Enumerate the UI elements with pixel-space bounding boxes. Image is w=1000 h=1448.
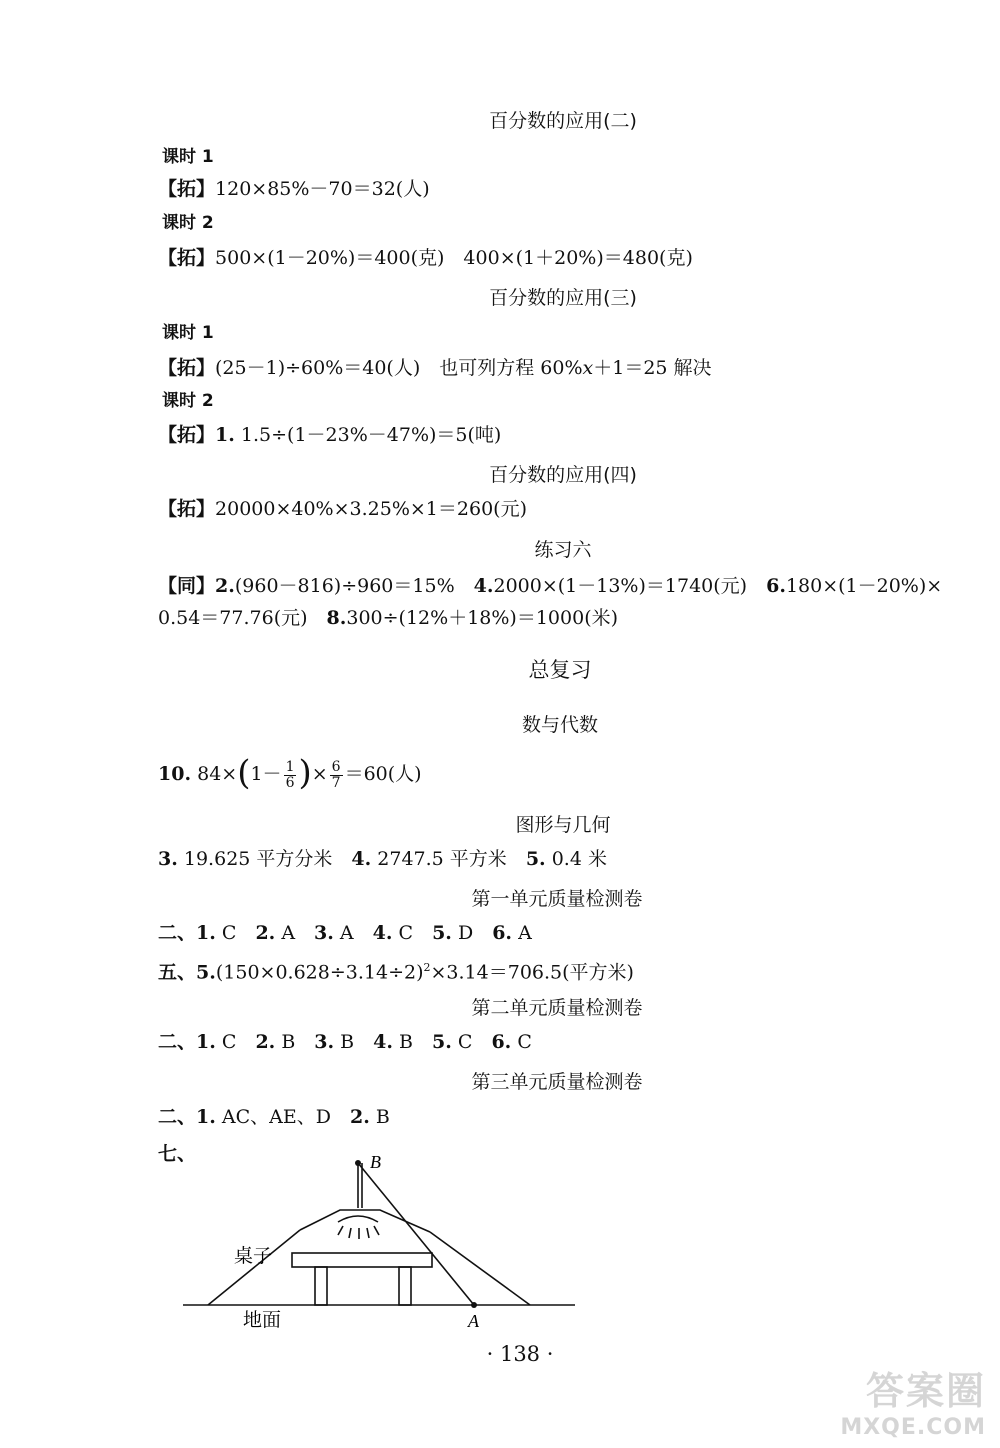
item-number: 5. <box>525 848 546 870</box>
fraction-numerator: 1 <box>285 758 295 775</box>
table-top <box>292 1253 432 1267</box>
question-prefix: 五、 <box>158 961 197 984</box>
section-heading-unit-3-test: 第三单元质量检测卷 <box>471 1071 643 1093</box>
chapter-heading-review: 总复习 <box>528 658 592 682</box>
answer-text: 2000×(1－13%)＝1740(元) <box>493 575 767 597</box>
section-heading-percent-app-3: 百分数的应用(三) <box>489 287 637 309</box>
answer-choice: C <box>392 922 433 944</box>
lesson-label-2: 课时 2 <box>162 391 214 411</box>
item-number: 4. <box>473 575 494 597</box>
item-number: 10. <box>158 763 192 785</box>
variable-x: x <box>582 357 594 379</box>
ground-label: 地面 <box>243 1309 282 1331</box>
answer-choice: C <box>215 922 256 944</box>
answer-text: AC、AE、D <box>215 1106 350 1128</box>
item-number: 3. <box>314 1031 335 1053</box>
item-number: 1. <box>215 424 235 446</box>
item-number: 6. <box>766 575 786 597</box>
exponent: 2 <box>423 961 431 974</box>
slope-line-left <box>208 1230 300 1305</box>
item-number: 1. <box>196 1031 216 1053</box>
answer-text: 19.625 平方分米 <box>177 848 352 870</box>
section-heading-algebra: 数与代数 <box>521 714 599 736</box>
answer-text: 0.54＝77.76(元) <box>158 607 327 629</box>
item-number: 3. <box>314 922 334 944</box>
item-number: 2. <box>215 575 235 597</box>
section-heading-percent-app-4: 百分数的应用(四) <box>489 464 637 486</box>
answer-choice: B <box>334 1031 374 1053</box>
answer-choice: A <box>512 922 532 944</box>
lesson-label-1: 课时 1 <box>162 323 214 343</box>
table-leg-right <box>399 1267 411 1305</box>
item-number: 2. <box>255 1031 276 1053</box>
answer-choice: C <box>215 1031 256 1053</box>
lamp-shade <box>300 1210 430 1232</box>
answer-text: (960－816)÷960＝15% <box>234 575 474 597</box>
item-number: 1. <box>196 1106 216 1128</box>
item-number: 2. <box>349 1106 370 1128</box>
answer-text: (25－1)÷60%＝40(人) 也可列方程 60% <box>215 357 583 379</box>
question-prefix-seven: 七、 <box>158 1143 197 1165</box>
answer-text: 84× <box>191 763 238 785</box>
answer-text: 180×(1－20%)× <box>785 575 943 597</box>
answer-text: ＝60(人) <box>344 763 422 785</box>
tag-same: 【同】 <box>158 575 216 597</box>
tag-extend: 【拓】 <box>158 424 216 446</box>
answer-text: 20000×40%×3.25%×1＝260(元) <box>215 498 527 520</box>
section-heading-unit-2-test: 第二单元质量检测卷 <box>471 997 643 1019</box>
answer-text: 2747.5 平方米 <box>371 848 526 870</box>
table-label: 桌子 <box>234 1245 273 1267</box>
fraction-denominator: 6 <box>285 774 295 791</box>
item-number: 4. <box>351 848 372 870</box>
question-prefix: 二、 <box>158 1106 197 1128</box>
watermark-title: 答案圈 <box>865 1369 986 1413</box>
watermark-url: MXQE.COM <box>840 1415 986 1440</box>
light-ray <box>338 1226 343 1235</box>
lesson-label-2: 课时 2 <box>162 213 214 233</box>
lamp-bulb-arc <box>338 1216 378 1222</box>
item-number: 4. <box>373 1031 393 1053</box>
light-ray <box>349 1228 351 1238</box>
answer-text: 1.5÷(1－23%－47%)＝5(吨) <box>234 424 502 446</box>
fraction-numerator: 6 <box>331 758 341 775</box>
item-number: 6. <box>492 922 513 944</box>
answer-text: 1－ <box>250 763 282 785</box>
left-paren: ( <box>237 753 251 793</box>
right-paren: ) <box>298 753 312 793</box>
item-number: 3. <box>158 848 178 870</box>
tag-extend: 【拓】 <box>158 498 216 520</box>
answer-text-tail: ＋1＝25 解决 <box>593 357 712 379</box>
table-leg-left <box>315 1267 327 1305</box>
item-number: 8. <box>326 607 347 629</box>
answer-choice: A <box>333 922 373 944</box>
answer-text: 0.4 米 <box>545 848 607 870</box>
point-b-label: B <box>370 1152 381 1172</box>
tag-extend: 【拓】 <box>158 178 216 200</box>
times-sign: × <box>311 763 328 785</box>
answer-text: 120×85%－70＝32(人) <box>215 178 430 200</box>
question-prefix: 二、 <box>158 1031 197 1053</box>
answer-choice: D <box>451 922 493 944</box>
section-heading-percent-app-2: 百分数的应用(二) <box>489 110 637 132</box>
point-b-dot <box>355 1160 361 1166</box>
answer-choice: C <box>451 1031 492 1053</box>
watermark-logo <box>840 1360 986 1440</box>
answer-text: B <box>369 1106 390 1128</box>
section-heading-geometry: 图形与几何 <box>515 814 611 836</box>
answer-choice: C <box>511 1031 532 1053</box>
item-number: 4. <box>372 922 393 944</box>
line-b-to-a <box>358 1163 474 1305</box>
item-number: 6. <box>491 1031 512 1053</box>
answer-choice: A <box>275 922 315 944</box>
item-number: 5. <box>196 961 216 984</box>
item-number: 5. <box>432 1031 452 1053</box>
item-number: 5. <box>432 922 452 944</box>
point-a-dot <box>471 1302 477 1308</box>
tag-extend: 【拓】 <box>158 357 216 379</box>
answer-text: (150×0.628÷3.14÷2) <box>215 961 424 984</box>
item-number: 2. <box>255 922 276 944</box>
light-ray <box>374 1226 379 1235</box>
lesson-label-1: 课时 1 <box>162 147 214 167</box>
answer-text: 300÷(12%＋18%)＝1000(米) <box>346 607 619 629</box>
page-number: · 138 · <box>486 1342 554 1366</box>
answer-choice: B <box>393 1031 433 1053</box>
fraction-denominator: 7 <box>331 774 341 791</box>
answer-choice: B <box>275 1031 315 1053</box>
point-a-label: A <box>468 1311 479 1331</box>
section-heading-unit-1-test: 第一单元质量检测卷 <box>471 888 643 910</box>
section-heading-exercise-6: 练习六 <box>534 539 592 561</box>
answer-text: ×3.14＝706.5(平方米) <box>430 961 634 984</box>
tag-extend: 【拓】 <box>158 247 216 269</box>
question-prefix: 二、 <box>158 922 197 944</box>
light-ray <box>367 1228 369 1238</box>
item-number: 1. <box>196 922 216 944</box>
answer-text: 500×(1－20%)＝400(克) 400×(1＋20%)＝480(克) <box>215 247 693 269</box>
